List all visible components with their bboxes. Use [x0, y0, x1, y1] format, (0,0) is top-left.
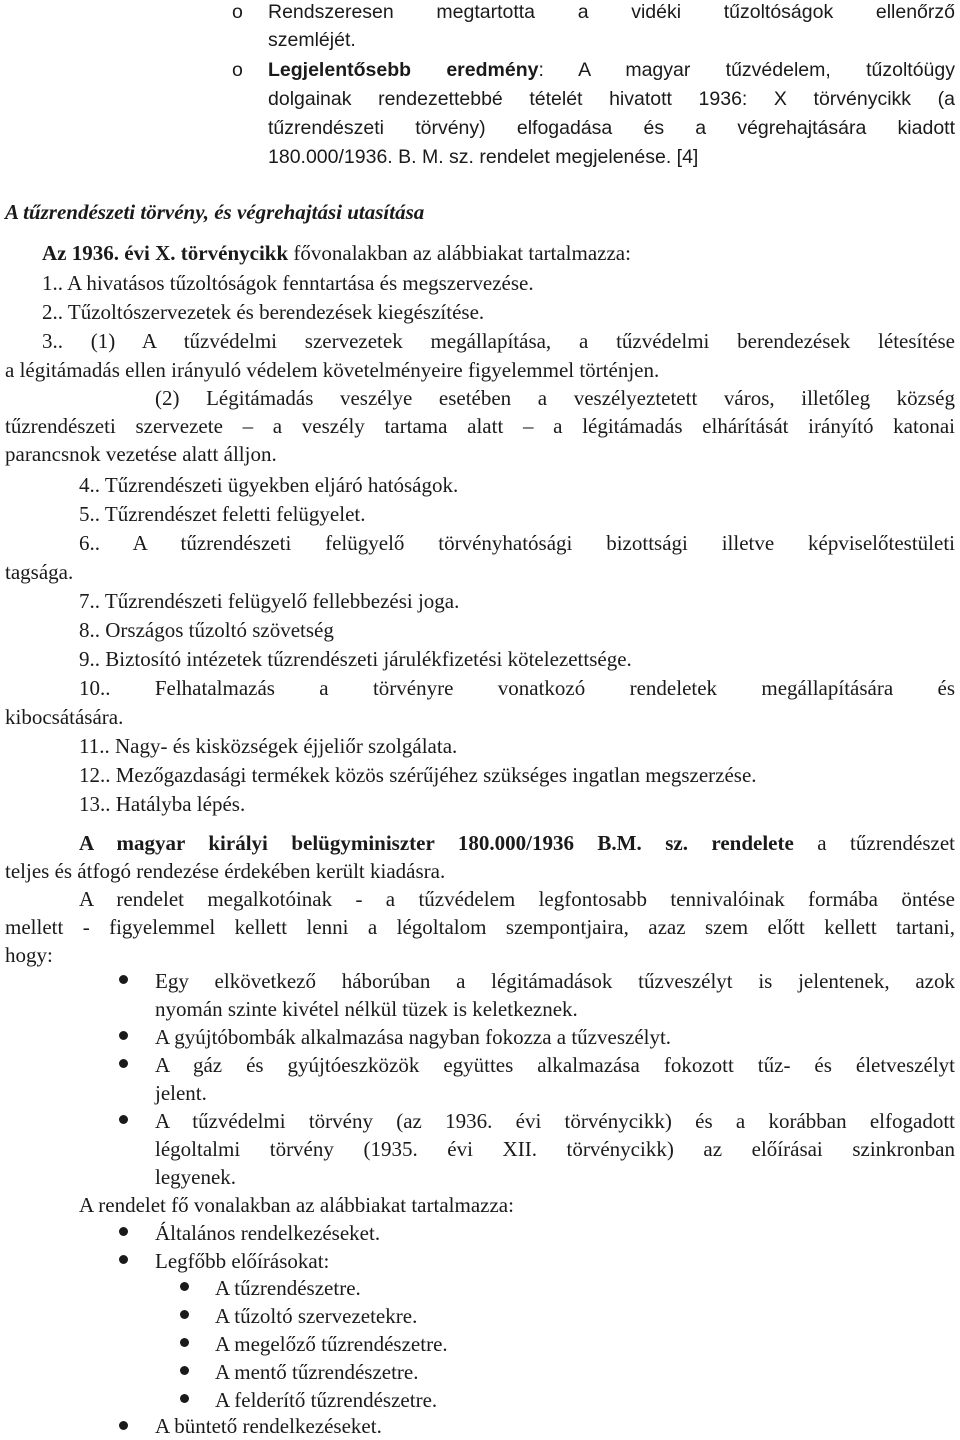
bullet-item-line: legyenek. — [155, 1165, 237, 1189]
law-item: 8.. Országos tűzoltó szövetség — [79, 618, 334, 642]
bullet-item-line: nyomán szinte kivétel nélkül tüzek is keletkeznek. — [155, 997, 578, 1021]
bullet-icon — [119, 1031, 128, 1040]
list-marker-o: o — [232, 59, 243, 81]
top-list-item-2-line: 180.000/1936. B. M. sz. rendelet megjelenése. [4] — [268, 146, 699, 168]
top-list-item-2-line: tűzrendészeti törvény) elfogadása és a végrehajtására kiadott — [268, 117, 955, 139]
bullet-item-line: A gáz és gyújtóeszközök együttes alkalmazása fokozott tűz- és életveszélyt — [155, 1053, 955, 1077]
section-heading: A tűzrendészeti törvény, és végrehajtási utasítása — [5, 200, 425, 224]
outline-subitem: A mentő tűzrendészetre. — [215, 1360, 419, 1384]
bullet-icon — [119, 1115, 128, 1124]
bullet-icon — [119, 1255, 128, 1264]
outline-intro: A rendelet fő vonalakban az alábbiakat tartalmazza: — [79, 1193, 514, 1217]
top-list-item-2-line — [268, 56, 955, 84]
law-item: 13.. Hatályba lépés. — [79, 792, 246, 816]
outline-subitem: A tűzrendészetre. — [215, 1276, 361, 1300]
list-marker-o: o — [232, 1, 243, 23]
emphasis-bold: Legjelentősebb eredmény — [268, 59, 539, 81]
law-item: 4.. Tűzrendészeti ügyekben eljáró hatóságok. — [79, 473, 459, 497]
law-item-continuation: kibocsátására. — [5, 705, 124, 729]
law-item: 12.. Mezőgazdasági termékek közös szérűjéhez szükséges ingatlan megszerzése. — [79, 763, 757, 787]
law-item-continuation: tűzrendészeti szervezete – a veszély tartama alatt – a légitámadás elhárítását irányító katonai — [5, 414, 955, 438]
bullet-item-line: A tűzvédelmi törvény (az 1936. évi törvénycikk) és a korábban elfogadott — [155, 1109, 955, 1133]
law-item: 3.. (1) A tűzvédelmi szervezetek megállapítása, a tűzvédelmi berendezések létesítése — [42, 329, 955, 353]
top-list-item-1-line: szemléjét. — [268, 29, 356, 51]
text-run: : A magyar tűzvédelem, tűzoltóügy — [538, 59, 956, 81]
outline-subitem: A tűzoltó szervezetekre. — [215, 1304, 418, 1328]
outline-subitem: A felderítő tűzrendészetre. — [215, 1388, 438, 1412]
bullet-item-line: Egy elkövetkező háborúban a légitámadások tűzveszélyt is jelentenek, azok — [155, 969, 955, 993]
decree-line — [79, 829, 955, 857]
decree-line: teljes és átfogó rendezése érdekében került kiadásra. — [5, 859, 446, 883]
emphasis-bold: Az 1936. évi X. törvénycikk — [42, 241, 289, 265]
sub-bullet-icon — [180, 1394, 189, 1403]
law-item-continuation: tagsága. — [5, 560, 74, 584]
text-run: a tűzrendészet — [793, 831, 955, 855]
law-item: 7.. Tűzrendészeti felügyelő fellebbezési joga. — [79, 589, 460, 613]
outline-item: Általános rendelkezéseket. — [155, 1221, 381, 1245]
outline-item: A büntető rendelkezéseket. — [155, 1414, 382, 1438]
paragraph-line: mellett - figyelemmel kellett lenni a légoltalom szempontjaira, azaz szem előtt kellett tartani, — [5, 915, 955, 939]
law-item: 9.. Biztosító intézetek tűzrendészeti járulékfizetési kötelezettsége. — [79, 647, 632, 671]
bullet-item-line: jelent. — [155, 1081, 207, 1105]
bullet-icon — [119, 1059, 128, 1068]
sub-bullet-icon — [180, 1338, 189, 1347]
top-list-item-1-line: Rendszeresen megtartotta a vidéki tűzoltóságok ellenőrző — [268, 1, 955, 23]
law-item-continuation: parancsnok vezetése alatt álljon. — [5, 442, 277, 466]
law-item: 1.. A hivatásos tűzoltóságok fenntartása és megszervezése. — [42, 271, 534, 295]
law-item: (2) Légitámadás veszélye esetében a veszélyeztetett város, illetőleg község — [155, 386, 955, 410]
bullet-item-line: A gyújtóbombák alkalmazása nagyban fokozza a tűzveszélyt. — [155, 1025, 672, 1049]
paragraph-line: hogy: — [5, 943, 53, 967]
outline-item: Legfőbb előírásokat: — [155, 1249, 330, 1273]
bullet-icon — [119, 1421, 128, 1430]
law-intro — [42, 239, 631, 267]
law-item: 6.. A tűzrendészeti felügyelő törvényhatósági bizottsági illetve képviselőtestületi — [79, 531, 955, 555]
paragraph-line: A rendelet megalkotóinak - a tűzvédelem legfontosabb tennivalóinak formába öntése — [79, 887, 955, 911]
outline-subitem: A megelőző tűzrendészetre. — [215, 1332, 448, 1356]
top-list-item-2-line: dolgainak rendezettebbé tételét hivatott 1936: X törvénycikk (a — [268, 88, 955, 110]
sub-bullet-icon — [180, 1366, 189, 1375]
emphasis-bold: A magyar királyi belügyminiszter 180.000/1936 B.M. sz. rendelete — [79, 831, 794, 855]
bullet-icon — [119, 975, 128, 984]
law-item: 2.. Tűzoltószervezetek és berendezések kiegészítése. — [42, 300, 485, 324]
sub-bullet-icon — [180, 1282, 189, 1291]
law-item: 5.. Tűzrendészet feletti felügyelet. — [79, 502, 366, 526]
law-item: 10.. Felhatalmazás a törvényre vonatkozó rendeletek megállapítására és — [79, 676, 955, 700]
law-item-continuation: a légitámadás ellen irányuló védelem követelményeire figyelemmel történjen. — [5, 358, 660, 382]
law-item: 11.. Nagy- és kisközségek éjjeliőr szolgálata. — [79, 734, 458, 758]
sub-bullet-icon — [180, 1310, 189, 1319]
bullet-item-line: légoltalmi törvény (1935. évi XII. törvénycikk) az előírásai szinkronban — [155, 1137, 955, 1161]
text-run: fővonalakban az alábbiakat tartalmazza: — [288, 241, 631, 265]
bullet-icon — [119, 1227, 128, 1236]
